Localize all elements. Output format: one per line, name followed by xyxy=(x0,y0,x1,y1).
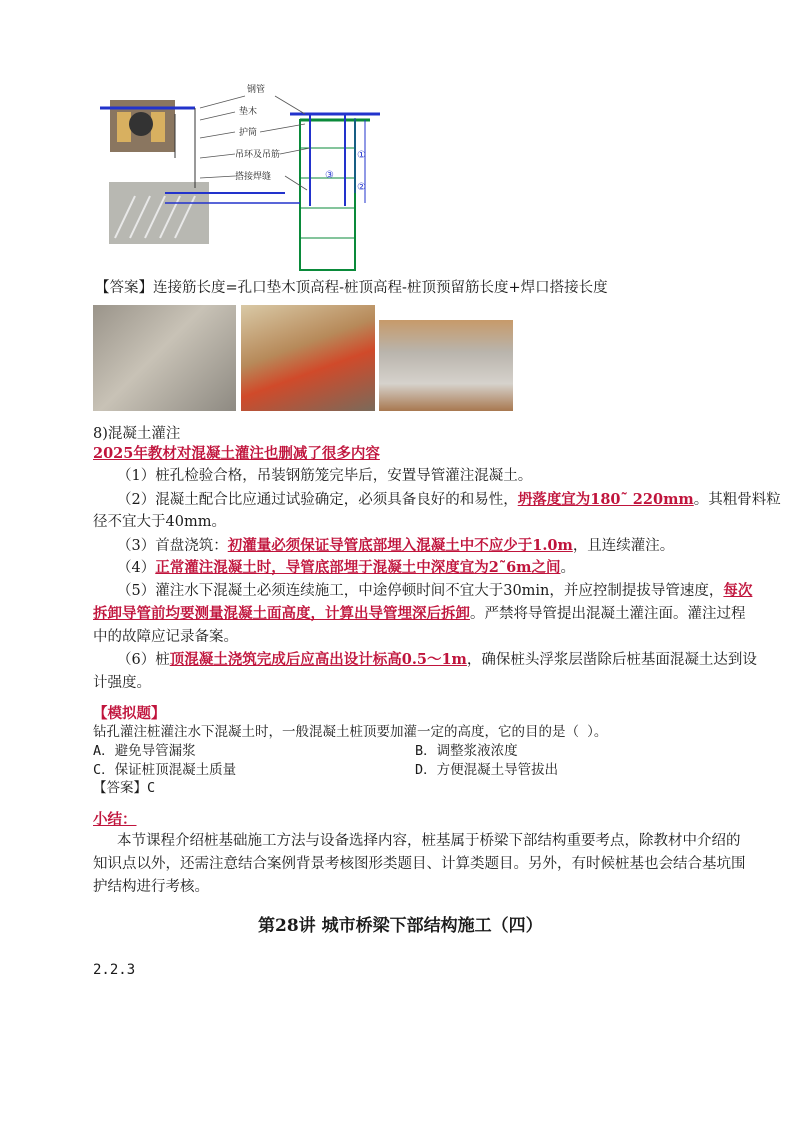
label-hanger: 吊环及吊筋 xyxy=(235,150,281,160)
p3-highlight: 初灌量必须保证导管底部埋入混凝土中不应少于1.0m xyxy=(227,537,573,554)
p4-text-a: （4） xyxy=(117,560,156,576)
p5-text-b: 。严禁将导管提出混凝土灌注面。灌注过程 xyxy=(470,606,746,622)
p5-highlight-1: 每次 xyxy=(723,582,753,599)
p5-text-a: （5）灌注水下混凝土必须连续施工，中途停顿时间不宜大于30min，并应控制提拔导管速度， xyxy=(117,583,724,599)
p6-text-b: ，确保桩头浮浆层凿除后桩基面混凝土达到设 xyxy=(466,652,757,668)
p3-text-a: （3）首盘浇筑： xyxy=(117,538,228,554)
p2-highlight: 坍落度宜为180˜ 220mm xyxy=(517,491,694,508)
mock-tag: 【模拟题】 xyxy=(93,705,166,722)
photo-workers-site xyxy=(241,305,375,411)
section-heading: 8)混凝土灌注 xyxy=(93,426,181,442)
option-c: C．保证桩顶混凝土质量 xyxy=(93,762,237,778)
option-b: B．调整浆液浓度 xyxy=(415,743,518,759)
paragraph-1: （1）桩孔检验合格，吊装钢筋笼完毕后，安置导管灌注混凝土。 xyxy=(117,468,533,484)
paragraph-2-cont: 径不宜大于40mm。 xyxy=(93,514,226,530)
lecture-title: 第28讲 城市桥梁下部结构施工（四） xyxy=(258,916,543,936)
photo-rebar-closeup xyxy=(93,305,236,411)
summary-heading: 小结： xyxy=(93,811,137,828)
option-d: D．方便混凝土导管拔出 xyxy=(415,762,559,778)
label-casing: 护筒 xyxy=(239,128,258,138)
paragraph-5-cont-2: 中的故障应记录备案。 xyxy=(93,629,238,645)
p6-highlight: 顶混凝土浇筑完成后应高出设计标高0.5～1m xyxy=(169,651,467,668)
section-note: 2025年教材对混凝土灌注也删减了很多内容 xyxy=(93,445,380,462)
pile-connection-diagram xyxy=(95,78,405,278)
p3-text-b: ，且连续灌注。 xyxy=(572,538,675,554)
label-lap-weld: 搭接焊缝 xyxy=(235,172,272,182)
paragraph-6-cont: 计强度。 xyxy=(93,675,151,691)
p4-text-b: 。 xyxy=(560,560,576,576)
mock-answer: 【答案】C xyxy=(93,780,156,796)
p5-highlight-2: 拆卸导管前均要测量混凝土面高度，计算出导管埋深后拆卸 xyxy=(93,605,470,622)
summary-line-3: 护结构进行考核。 xyxy=(93,879,209,895)
summary-line-1: 本节课程介绍桩基础施工方法与设备选择内容，桩基属于桥梁下部结构重要考点，除教材中介绍的 xyxy=(117,833,741,849)
marker-3: ③ xyxy=(325,170,334,181)
answer-tag: 【答案】 xyxy=(95,280,153,296)
paragraph-5 xyxy=(117,581,752,601)
paragraph-5-cont xyxy=(93,604,746,624)
paragraph-6 xyxy=(117,650,757,670)
answer-text: 连接筋长度=孔口垫木顶高程-桩顶高程-桩顶预留筋长度+焊口搭接长度 xyxy=(153,280,608,296)
summary-line-2: 知识点以外，还需注意结合案例背景考核图形类题目、计算类题目。另外，有时候桩基也会结合基坑围 xyxy=(93,856,746,872)
next-section-number: 2.2.3 xyxy=(93,962,136,978)
marker-2: ② xyxy=(357,182,366,193)
marker-1: ① xyxy=(357,150,366,161)
paragraph-3 xyxy=(117,536,674,556)
p2-text-a: （2）混凝土配合比应通过试验确定，必须具备良好的和易性， xyxy=(117,492,518,508)
option-a: A．避免导管漏浆 xyxy=(93,743,196,759)
paragraph-2 xyxy=(117,490,781,510)
rebar-photo xyxy=(109,182,209,244)
p2-text-b: 。其粗骨料粒 xyxy=(693,492,781,508)
label-steel-pipe: 钢管 xyxy=(247,85,266,95)
photo-pile-heads xyxy=(379,320,513,411)
mock-question: 钻孔灌注桩灌注水下混凝土时，一般混凝土桩顶要加灌一定的高度，它的目的是（ ）。 xyxy=(93,724,608,740)
p6-text-a: （6）桩 xyxy=(117,652,170,668)
answer-line xyxy=(95,278,608,298)
label-timber-pad: 垫木 xyxy=(239,107,258,117)
paragraph-4 xyxy=(117,558,575,578)
p4-highlight: 正常灌注混凝土时，导管底部埋于混凝土中深度宜为2˜6m之间 xyxy=(155,559,561,576)
